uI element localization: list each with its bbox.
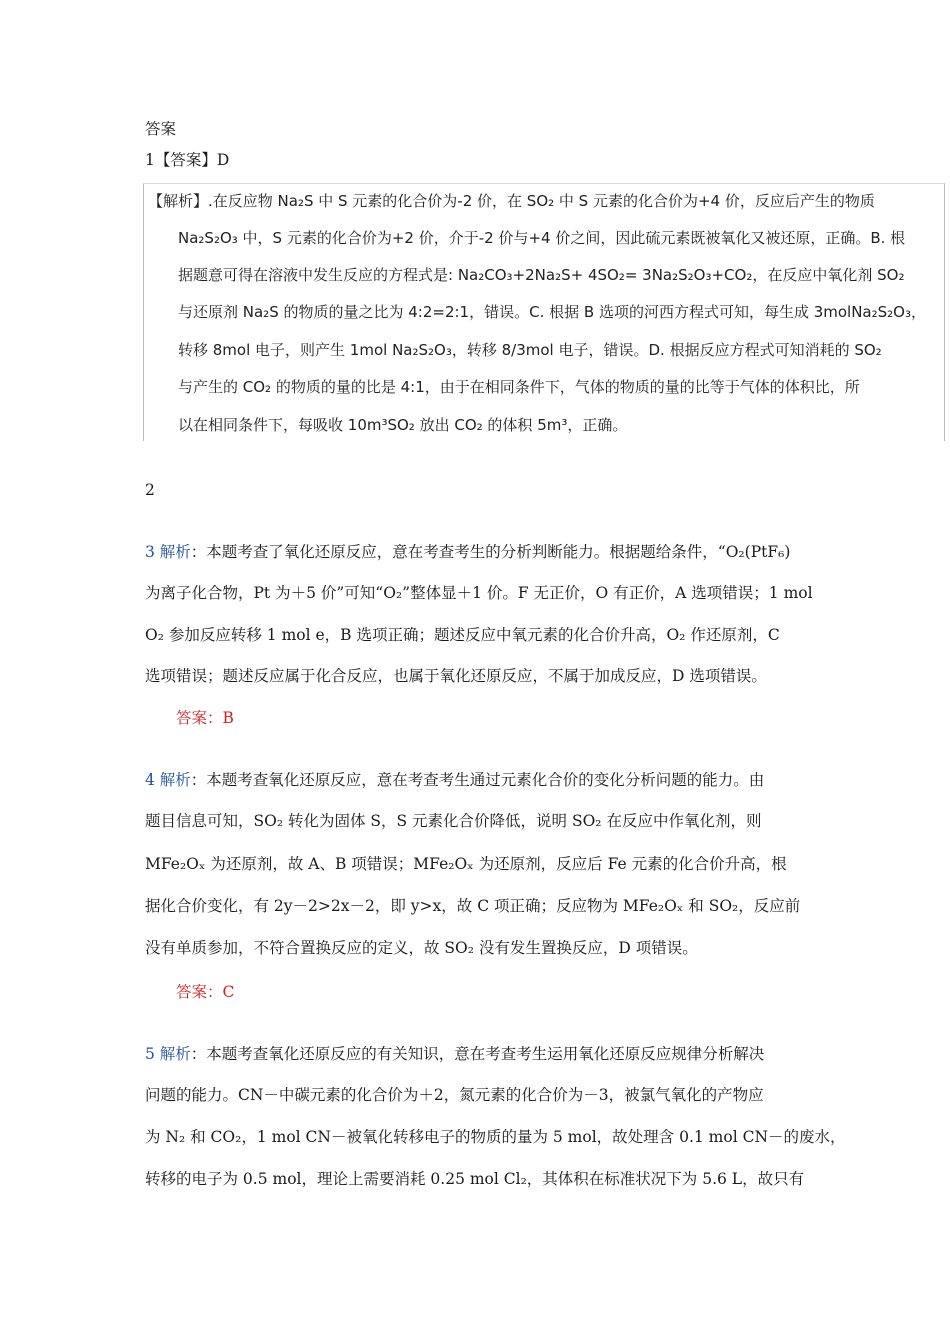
analysis-line: 【解析】.在反应物 Na₂S 中 S 元素的化合价为-2 价，在 SO₂ 中 S 元素的化合价为+4 价，反应后产生的物质 bbox=[148, 192, 875, 210]
item4-line: 题目信息可知，SO₂ 转化为固体 S，S 元素化合价降低，说明 SO₂ 在反应中作氧化剂，则 bbox=[145, 812, 762, 830]
item5-line: 问题的能力。CN－中碳元素的化合价为＋2，氮元素的化合价为－3，被氯气氧化的产物应 bbox=[145, 1086, 764, 1104]
item3-line: O₂ 参加反应转移 1 mol e，B 选项正确；题述反应中氧元素的化合价升高，O₂ 作还原剂，C bbox=[145, 626, 780, 644]
item3-label: 3 解析 bbox=[145, 543, 191, 561]
item5-text: ：本题考查氧化还原反应的有关知识，意在考查考生运用氧化还原反应规律分析解决 bbox=[190, 1045, 765, 1063]
item4-line: 没有单质参加，不符合置换反应的定义，故 SO₂ 没有发生置换反应，D 项错误。 bbox=[145, 939, 698, 957]
analysis-line: Na₂S₂O₃ 中，S 元素的化合价为+2 价，介于-2 价与+4 价之间，因此硫元素既被氧化又被还原，正确。B. 根 bbox=[178, 229, 906, 247]
item4-text: ：本题考查氧化还原反应，意在考查考生通过元素化合价的变化分析问题的能力。由 bbox=[190, 771, 765, 789]
item4-line: 据化合价变化，有 2y－2>2x－2，即 y>x，故 C 项正确；反应物为 MFe₂Oₓ 和 SO₂，反应前 bbox=[145, 897, 801, 915]
answer-item-2: 2 bbox=[145, 481, 155, 499]
item3-answer: 答案：B bbox=[176, 709, 234, 727]
item5-line: 转移的电子为 0.5 mol，理论上需要消耗 0.25 mol Cl₂，其体积在标准状况下为 5.6 L，故只有 bbox=[145, 1170, 805, 1188]
item4-label: 4 解析 bbox=[145, 771, 191, 789]
item4-answer: 答案：C bbox=[176, 983, 235, 1001]
item4-line: MFe₂Oₓ 为还原剂，故 A、B 项错误；MFe₂Oₓ 为还原剂，反应后 Fe 元素的化合价升高，根 bbox=[145, 855, 787, 873]
item5-line bbox=[145, 1044, 764, 1064]
item3-line: 选项错误；题述反应属于化合反应，也属于氧化还原反应，不属于加成反应，D 选项错误。 bbox=[145, 667, 767, 685]
analysis-line: 以在相同条件下，每吸收 10m³SO₂ 放出 CO₂ 的体积 5m³，正确。 bbox=[178, 416, 628, 434]
item5-label: 5 解析 bbox=[145, 1045, 191, 1063]
analysis-line: 转移 8mol 电子，则产生 1mol Na₂S₂O₃，转移 8/3mol 电子，错误。D. 根据反应方程式可知消耗的 SO₂ bbox=[178, 341, 882, 359]
answer-item-1: 1【答案】D bbox=[145, 151, 230, 169]
analysis-line: 与还原剂 Na₂S 的物质的量之比为 4:2=2:1，错误。C. 根据 B 选项的河西方程式可知，每生成 3molNa₂S₂O₃， bbox=[178, 303, 926, 321]
item4-line bbox=[145, 770, 764, 790]
item3-line: 为离子化合物，Pt 为＋5 价”可知“O₂”整体显＋1 价。F 无正价，O 有正价，A 选项错误；1 mol bbox=[145, 584, 813, 602]
item3-line bbox=[145, 542, 790, 562]
analysis-line: 据题意可得在溶液中发生反应的方程式是: Na₂CO₃+2Na₂S+ 4SO₂= 3Na₂S₂O₃+CO₂，在反应中氧化剂 SO₂ bbox=[178, 266, 905, 284]
item5-line: 为 N₂ 和 CO₂，1 mol CN－被氧化转移电子的物质的量为 5 mol，故处理含 0.1 mol CN－的废水， bbox=[145, 1128, 846, 1146]
analysis-line: 与产生的 CO₂ 的物质的量的比是 4:1，由于在相同条件下，气体的物质的量的比等于气体的体积比，所 bbox=[178, 378, 860, 396]
item3-text: ：本题考查了氧化还原反应，意在考查考生的分析判断能力。根据题给条件，“O₂(PtF₆) bbox=[190, 543, 791, 561]
answer-heading: 答案 bbox=[145, 120, 177, 138]
